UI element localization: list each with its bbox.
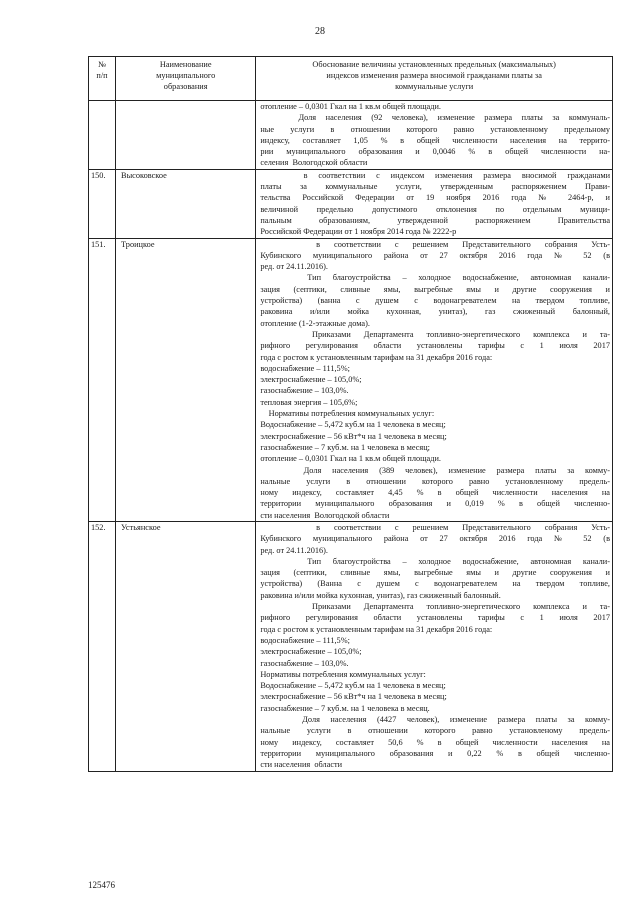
- justification-line: сти населения области: [260, 760, 343, 770]
- document-code: 125476: [88, 880, 115, 890]
- justification-line: раковина и/или мойка кухонная, унитаз), газ сжиженный балонный,: [260, 307, 610, 317]
- justification-line: Водоснабжение – 5,472 куб.м на 1 человека в месяц;: [260, 420, 446, 430]
- row-number: 150.: [89, 169, 116, 238]
- justification-line: ному индексу, составляет 4,45 % в общей численности населения на: [260, 488, 610, 498]
- justification-line: газоснабжение – 7 куб.м. на 1 человека в месяц;: [260, 442, 430, 452]
- justification-line: устройства) (ванна с душем с водонагревателем на твердом топливе,: [260, 296, 610, 306]
- justification-line: газоснабжение – 103,0%.: [260, 658, 349, 668]
- justification-line: Доля населения (4427 человек), изменение размера платы за комму-: [260, 715, 610, 725]
- justification-cell: [256, 169, 613, 238]
- row-number: 151.: [89, 238, 116, 521]
- justification-line: Нормативы потребления коммунальных услуг:: [260, 669, 426, 679]
- header-justification-column: Обоснование величины установленных предельных (максимальных) индексов изменения размера вносимой гражданами платы за коммунальные услуги: [256, 57, 613, 101]
- justification-line: нальные услуги в отношении которого равно установленому предель-: [260, 726, 610, 736]
- justification-line: года с ростом к установленным тарифам на 31 декабря 2016 года:: [260, 624, 493, 634]
- justification-line: электроснабжение – 105,0%;: [260, 375, 362, 385]
- justification-line: Российской Федерации от 1 ноября 2014 года № 2222-р: [260, 227, 457, 237]
- justification-line: зация (септики, сливные ямы, выгребные ямы и другие сооружения и: [260, 284, 610, 294]
- justification-line: ные услуги в отношении которого равно установленному предельному: [260, 124, 610, 134]
- justification-line: Кубинского муниципального района от 27 октября 2016 года № 52 (в: [260, 250, 610, 260]
- justification-line: отопление – 0,0301 Гкал на 1 кв.м общей площади.: [260, 102, 441, 111]
- justification-line: территории муниципального образования и 0,019 % в общей численно-: [260, 499, 610, 509]
- justification-line: года с ростом к установленным тарифам на 31 декабря 2016 года:: [260, 352, 493, 362]
- justification-line: ред. от 24.11.2016).: [260, 545, 329, 555]
- row-number: 152.: [89, 521, 116, 771]
- justification-line: отопление – 0,0301 Гкал на 1 кв.м общей площади.: [260, 454, 441, 464]
- table-row: [89, 169, 613, 238]
- municipality-name: Устьянское: [116, 521, 256, 771]
- justification-line: в соответствии с решением Представительного собрания Усть-: [260, 522, 611, 532]
- justification-line: ред. от 24.11.2016).: [260, 262, 329, 272]
- justification-line: в соответствии с решением Представительного собрания Усть-: [260, 239, 611, 249]
- header-name-column: Наименование муниципального образования: [116, 57, 256, 101]
- justification-line: газоснабжение – 7 куб.м. на 1 человека в месяц.: [260, 703, 430, 713]
- tariff-table: [88, 56, 613, 772]
- justification-line: рифного регулирования области установлены тарифы с 1 июля 2017: [260, 613, 610, 623]
- justification-line: отопление (1-2-этажные дома).: [260, 318, 370, 328]
- justification-cell: [256, 101, 613, 170]
- justification-line: газоснабжение – 103,0%.: [260, 386, 349, 396]
- justification-line: Нормативы потребления коммунальных услуг:: [260, 409, 435, 419]
- justification-line: электроснабжение – 56 кВт*ч на 1 человека в месяц;: [260, 431, 447, 441]
- page-number: 28: [315, 26, 325, 37]
- row-number: [89, 101, 116, 170]
- justification-line: тельства Российской Федерации от 19 ноября 2016 года № 2464-р, и: [260, 193, 610, 203]
- justification-line: рифного регулирования области установлены тарифы с 1 июля 2017: [260, 341, 610, 351]
- justification-cell: [256, 521, 613, 771]
- municipality-name: Высоковское: [116, 169, 256, 238]
- table-row: [89, 238, 613, 521]
- municipality-name: [116, 101, 256, 170]
- justification-line: электроснабжение – 105,0%;: [260, 647, 362, 657]
- justification-line: в соответствии с индексом изменения размера вносимой гражданами: [260, 170, 611, 180]
- justification-line: территории муниципального образования и 0,22 % в общей численно-: [260, 748, 610, 758]
- justification-line: платы за коммунальные услуги, утвержденным распоряжением Прави-: [260, 182, 610, 192]
- table-row: [89, 521, 613, 771]
- justification-line: Доля населения (92 человека), изменение размера платы за коммуналь-: [260, 113, 610, 123]
- justification-line: раковина и/или мойка кухонная, унитаз), газ сжиженный балонный.: [260, 590, 501, 600]
- justification-line: зация (септики, сливные ямы, выгребные ямы и другие сооружения и: [260, 568, 610, 578]
- justification-line: водоснабжение – 111,5%;: [260, 635, 350, 645]
- justification-line: Приказами Департамента топливно-энергетического комплекса и та-: [260, 329, 611, 339]
- justification-line: Тип благоустройства – холодное водоснабжение, автономная канали-: [260, 556, 610, 566]
- municipality-name: Троицкое: [116, 238, 256, 521]
- justification-line: величиной предельно допустимого отклонения по отдельным муници-: [260, 204, 610, 214]
- justification-line: Приказами Департамента топливно-энергетического комплекса и та-: [260, 602, 611, 612]
- justification-line: водоснабжение – 111,5%;: [260, 363, 350, 373]
- justification-line: устройства) (Ванна с душем с водонагревателем на твердом топливе,: [260, 579, 610, 589]
- justification-cell: [256, 238, 613, 521]
- justification-line: индексу, составляет 1,05 % в общей численности населения на террито-: [260, 135, 610, 145]
- justification-line: ному индексу, составляет 50,6 % в общей численности населения на: [260, 737, 610, 747]
- justification-line: Доля населения (389 человек), изменение размера платы за комму-: [260, 465, 611, 475]
- table-header-row: [89, 57, 613, 101]
- justification-line: электроснабжение – 56 кВт*ч на 1 человека в месяц;: [260, 692, 447, 702]
- justification-line: пальным образованиям, утвержденной распоряжением Правительства: [260, 215, 610, 225]
- justification-line: Тип благоустройства – холодное водоснабжение, автономная канали-: [260, 273, 610, 283]
- justification-line: сти населения Вологодской области: [260, 510, 390, 520]
- justification-line: нальные услуги в отношении которого равно установленному предель-: [260, 476, 610, 486]
- justification-line: рии муниципального образования и 0,0046 % в общей численности на-: [260, 147, 610, 157]
- justification-line: Водоснабжение – 5,472 куб.м на 1 человека в месяц;: [260, 681, 446, 691]
- header-number-column: № п/п: [89, 57, 116, 101]
- table-row: [89, 101, 613, 170]
- justification-line: тепловая энергия – 105,6%;: [260, 397, 358, 407]
- justification-line: Кубинского муниципального района от 27 октября 2016 года № 52 (в: [260, 534, 610, 544]
- justification-line: селения Вологодской области: [260, 158, 368, 168]
